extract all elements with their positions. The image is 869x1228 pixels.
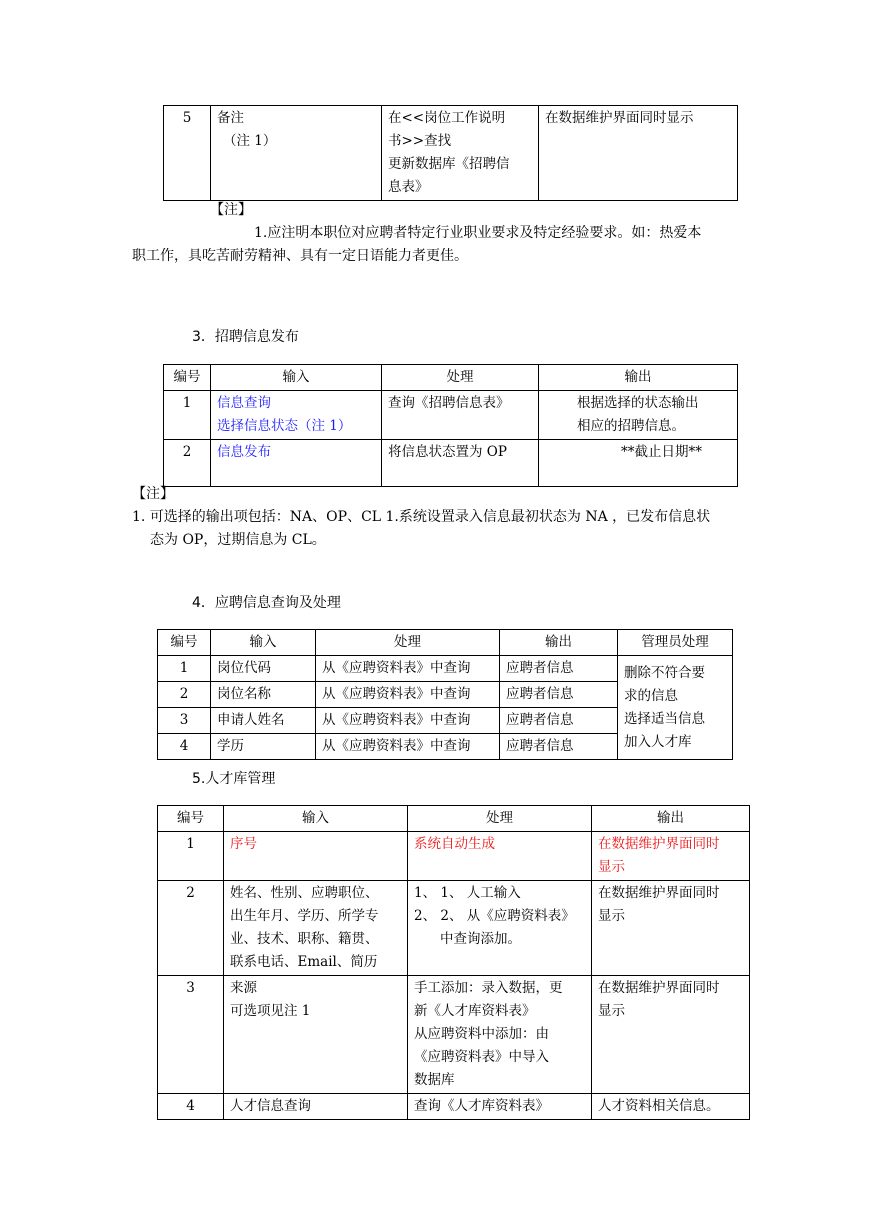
header-cell: 编号 bbox=[158, 630, 211, 656]
table-header-row bbox=[158, 630, 733, 656]
cell-output: 在数据维护界面同时显示 bbox=[539, 106, 738, 201]
cell-process: 从《应聘资料表》中查询 bbox=[316, 708, 500, 734]
table-section3 bbox=[163, 364, 738, 487]
cell-input: 人才信息查询 bbox=[224, 1094, 408, 1120]
cell-process: 查询《招聘信息表》 bbox=[382, 391, 539, 440]
cell-process: 在<<岗位工作说明 书>>查找 更新数据库《招聘信 息表》 bbox=[382, 106, 539, 201]
cell-input: 申请人姓名 bbox=[211, 708, 316, 734]
cell-output: 应聘者信息 bbox=[500, 682, 618, 708]
table-header-row bbox=[158, 806, 750, 832]
cell-input: 来源 可选项见注 1 bbox=[224, 976, 408, 1094]
table-row bbox=[164, 106, 738, 201]
section-title: 3．招聘信息发布 bbox=[192, 329, 299, 345]
note-line: 1.应注明本职位对应聘者特定行业职业要求及特定经验要求。如：热爱本 bbox=[254, 225, 702, 241]
cell-input: 姓名、性别、应聘职位、 出生年月、学历、所学专 业、技术、职称、籍贯、 联系电话、Email、简历 bbox=[224, 881, 408, 976]
cell-process: 1、 1、 人工输入 2、 2、 从《应聘资料表》 中查询添加。 bbox=[408, 881, 592, 976]
cell-process: 将信息状态置为 OP bbox=[382, 440, 539, 487]
cell-admin: 删除不符合要 求的信息 选择适当信息 加入人才库 bbox=[618, 656, 733, 760]
note-label: 【注】 bbox=[132, 486, 174, 502]
cell-output: 应聘者信息 bbox=[500, 656, 618, 682]
cell-num: 5 bbox=[164, 106, 211, 201]
cell-input: 岗位名称 bbox=[211, 682, 316, 708]
cell-num: 4 bbox=[158, 1094, 224, 1120]
cell-process: 从《应聘资料表》中查询 bbox=[316, 734, 500, 760]
cell-num: 2 bbox=[158, 682, 211, 708]
cell-output: 应聘者信息 bbox=[500, 708, 618, 734]
cell-process: 手工添加：录入数据，更 新《人才库资料表》 从应聘资料中添加：由 《应聘资料表》中导入 数据库 bbox=[408, 976, 592, 1094]
note-line: 1. 可选择的输出项包括：NA、OP、CL 1.系统设置录入信息最初状态为 NA ，已发布信息状 bbox=[132, 509, 711, 525]
cell-process: 系统自动生成 bbox=[408, 832, 592, 881]
header-cell: 编号 bbox=[164, 365, 211, 391]
table-section5 bbox=[157, 805, 750, 1120]
cell-output: 应聘者信息 bbox=[500, 734, 618, 760]
header-cell: 处理 bbox=[316, 630, 500, 656]
note-label: 【注】 bbox=[210, 202, 252, 218]
note-line: 态为 OP，过期信息为 CL。 bbox=[150, 532, 326, 548]
header-cell: 输入 bbox=[211, 365, 382, 391]
table-top bbox=[163, 105, 738, 201]
header-cell: 处理 bbox=[382, 365, 539, 391]
table-row bbox=[158, 881, 750, 976]
cell-num: 3 bbox=[158, 708, 211, 734]
table-row bbox=[158, 1094, 750, 1120]
note-line: 职工作，具吃苦耐劳精神、具有一定日语能力者更佳。 bbox=[132, 248, 468, 264]
header-cell: 输出 bbox=[592, 806, 750, 832]
cell-output: 在数据维护界面同时 显示 bbox=[592, 881, 750, 976]
cell-num: 3 bbox=[158, 976, 224, 1094]
cell-num: 2 bbox=[158, 881, 224, 976]
section-title: 5.人才库管理 bbox=[192, 771, 276, 787]
table-row bbox=[158, 832, 750, 881]
cell-num: 2 bbox=[164, 440, 211, 487]
cell-input: 学历 bbox=[211, 734, 316, 760]
header-cell: 处理 bbox=[408, 806, 592, 832]
header-cell: 输入 bbox=[224, 806, 408, 832]
cell-output: 根据选择的状态输出 相应的招聘信息。 bbox=[539, 391, 738, 440]
header-cell: 管理员处理 bbox=[618, 630, 733, 656]
header-cell: 输入 bbox=[211, 630, 316, 656]
table-header-row bbox=[164, 365, 738, 391]
cell-process: 从《应聘资料表》中查询 bbox=[316, 682, 500, 708]
cell-output: **截止日期** bbox=[539, 440, 738, 487]
header-cell: 输出 bbox=[500, 630, 618, 656]
header-cell: 输出 bbox=[539, 365, 738, 391]
table-row bbox=[158, 656, 733, 682]
section-title: 4．应聘信息查询及处理 bbox=[192, 595, 341, 611]
cell-input: 序号 bbox=[224, 832, 408, 881]
table-row bbox=[164, 440, 738, 487]
cell-output: 在数据维护界面同时 显示 bbox=[592, 976, 750, 1094]
cell-input: 岗位代码 bbox=[211, 656, 316, 682]
cell-process: 从《应聘资料表》中查询 bbox=[316, 656, 500, 682]
cell-input: 备注 （注 1） bbox=[211, 106, 382, 201]
cell-num: 4 bbox=[158, 734, 211, 760]
table-row bbox=[158, 976, 750, 1094]
cell-input: 信息发布 bbox=[211, 440, 382, 487]
header-cell: 编号 bbox=[158, 806, 224, 832]
cell-output: 人才资料相关信息。 bbox=[592, 1094, 750, 1120]
cell-num: 1 bbox=[164, 391, 211, 440]
cell-output: 在数据维护界面同时 显示 bbox=[592, 832, 750, 881]
cell-process: 查询《人才库资料表》 bbox=[408, 1094, 592, 1120]
table-row bbox=[164, 391, 738, 440]
cell-num: 1 bbox=[158, 656, 211, 682]
cell-input: 信息查询 选择信息状态（注 1） bbox=[211, 391, 382, 440]
cell-num: 1 bbox=[158, 832, 224, 881]
table-section4 bbox=[157, 629, 733, 760]
